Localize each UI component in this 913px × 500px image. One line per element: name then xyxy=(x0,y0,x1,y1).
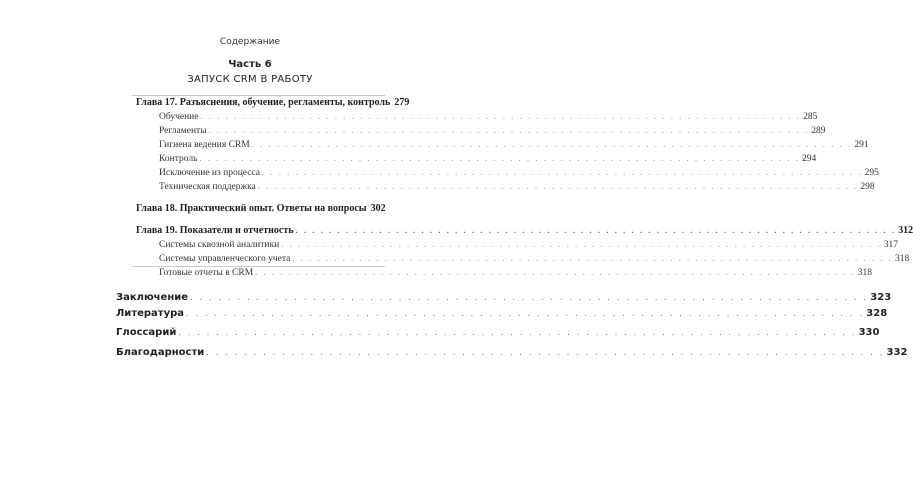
entry-page: 291 xyxy=(854,140,869,150)
toc-entry-sub[interactable] xyxy=(159,152,817,166)
toc-entry-acknowledgements[interactable] xyxy=(116,346,908,360)
toc-entry-sub[interactable] xyxy=(159,252,910,266)
entry-label: Глава 17. Разъяснения, обучение, регламенты, контроль xyxy=(136,97,391,108)
entry-label: Заключение xyxy=(116,292,189,303)
entry-page: 302 xyxy=(370,203,386,214)
entry-page: 323 xyxy=(870,292,892,303)
toc-entry-sub[interactable] xyxy=(159,166,879,180)
entry-label: Глава 18. Практический опыт. Ответы на вопросы xyxy=(136,203,367,214)
dot-leader: . . . . . . . . . . . . . . . . . . . . . . . . . . . . . . . . . . . . . . . . . . . . . . . . . . . . . . . . . . . . . . . . . . . . . . . . xyxy=(257,182,859,191)
entry-page: 312 xyxy=(898,225,913,236)
toc-entry-sub[interactable] xyxy=(159,266,873,280)
entry-label: Глава 19. Показатели и отчетность xyxy=(136,225,294,236)
running-header: Содержание xyxy=(219,37,281,47)
entry-label: Благодарности xyxy=(116,347,205,358)
entry-label: Системы управленческого учета xyxy=(159,254,291,264)
dot-leader: . . . . . . . . . . . . . . . . . . . . . . . . . . . . . . . . . . . . . . . . . . . . . . . . . . . . . . . . . . . . . . . . . . . . . . . . xyxy=(255,268,856,277)
entry-page: 289 xyxy=(811,126,826,136)
toc-entry-chapter-18[interactable] xyxy=(136,202,386,216)
entry-label: Литература xyxy=(116,308,185,319)
entry-label: Контроль xyxy=(159,154,198,164)
toc-entry-glossary[interactable] xyxy=(116,326,880,340)
entry-page: 328 xyxy=(866,308,888,319)
entry-page: 279 xyxy=(394,97,410,108)
dot-leader: . . . . . . . . . . . . . . . . . . . . . . . . . . . . . . . . . . . . . . . . . . . . . . . . . . . . . . . . . . . . . . . . . . . . . . . . xyxy=(206,348,885,357)
toc-entry-chapter-17[interactable] xyxy=(136,96,410,110)
entry-page: 295 xyxy=(864,168,879,178)
entry-page: 285 xyxy=(803,112,818,122)
toc-entry-sub[interactable] xyxy=(159,138,869,152)
dot-leader: . . . . . . . . . . . . . . . . . . . . . . . . . . . . . . . . . . . . . . . . . . . . . . . . . . . . . . . . . . . . . . . . . . . . . . . . xyxy=(251,140,853,149)
entry-page: 332 xyxy=(886,347,908,358)
entry-label: Обучение xyxy=(159,112,199,122)
entry-label: Готовые отчеты в CRM xyxy=(159,268,254,278)
entry-label: Системы сквозной аналитики xyxy=(159,240,280,250)
entry-label: Исключение из процесса xyxy=(159,168,261,178)
part-number: Часть 6 xyxy=(228,59,272,70)
dot-leader: . . . . . . . . . . . . . . . . . . . . . . . . . . . . . . . . . . . . . . . . . . . . . . . . . . . . . . . . . . . . . . . . . . . . . . . . xyxy=(200,112,802,121)
toc-entry-sub[interactable] xyxy=(159,110,818,124)
entry-page: 317 xyxy=(883,240,899,250)
toc-entry-sub[interactable] xyxy=(159,124,826,138)
entry-page: 318 xyxy=(894,254,910,264)
entry-label: Регламенты xyxy=(159,126,207,136)
toc-entry-sub[interactable] xyxy=(159,238,899,252)
dot-leader: . . . . . . . . . . . . . . . . . . . . . . . . . . . . . . . . . . . . . . . . . . . . . . . . . . . . . . . . . . . . . . . . . . . . . . . . xyxy=(186,309,865,318)
toc-entry-conclusion[interactable] xyxy=(116,291,892,305)
dot-leader: . . . . . . . . . . . . . . . . . . . . . . . . . . . . . . . . . . . . . . . . . . . . . . . . . . . . . . . . . . . . . . . . . . . . . . . . xyxy=(295,226,897,235)
part-title: ЗАПУСК CRM В РАБОТУ xyxy=(187,74,313,85)
entry-label: Глоссарий xyxy=(116,327,177,338)
dot-leader: . . . . . . . . . . . . . . . . . . . . . . . . . . . . . . . . . . . . . . . . . . . . . . . . . . . . . . . . . . . . . . . . . . . . . . . . xyxy=(178,328,857,337)
dot-leader: . . . . . . . . . . . . . . . . . . . . . . . . . . . . . . . . . . . . . . . . . . . . . . . . . . . . . . . . . . . . . . . . . . . . . . . . xyxy=(292,254,893,263)
toc-entry-sub[interactable] xyxy=(159,180,875,194)
dot-leader: . . . . . . . . . . . . . . . . . . . . . . . . . . . . . . . . . . . . . . . . . . . . . . . . . . . . . . . . . . . . . . . . . . . . . . . . xyxy=(199,154,801,163)
entry-label: Гигиена ведения CRM xyxy=(159,140,250,150)
dot-leader: . . . . . . . . . . . . . . . . . . . . . . . . . . . . . . . . . . . . . . . . . . . . . . . . . . . . . . . . . . . . . . . . . . . . . . . . xyxy=(262,168,863,177)
entry-page: 298 xyxy=(860,182,875,192)
toc-entry-literature[interactable] xyxy=(116,307,888,321)
toc-entry-chapter-19[interactable] xyxy=(136,224,913,238)
entry-page: 330 xyxy=(858,327,880,338)
entry-label: Техническая поддержка xyxy=(159,182,256,192)
dot-leader: . . . . . . . . . . . . . . . . . . . . . . . . . . . . . . . . . . . . . . . . . . . . . . . . . . . . . . . . . . . . . . . . . . . . . . . . xyxy=(208,126,810,135)
dot-leader: . . . . . . . . . . . . . . . . . . . . . . . . . . . . . . . . . . . . . . . . . . . . . . . . . . . . . . . . . . . . . . . . . . . . . . . . xyxy=(190,293,869,302)
entry-page: 318 xyxy=(857,268,873,278)
entry-page: 294 xyxy=(802,154,817,164)
dot-leader: . . . . . . . . . . . . . . . . . . . . . . . . . . . . . . . . . . . . . . . . . . . . . . . . . . . . . . . . . . . . . . . . . . . . . . . . xyxy=(281,240,882,249)
